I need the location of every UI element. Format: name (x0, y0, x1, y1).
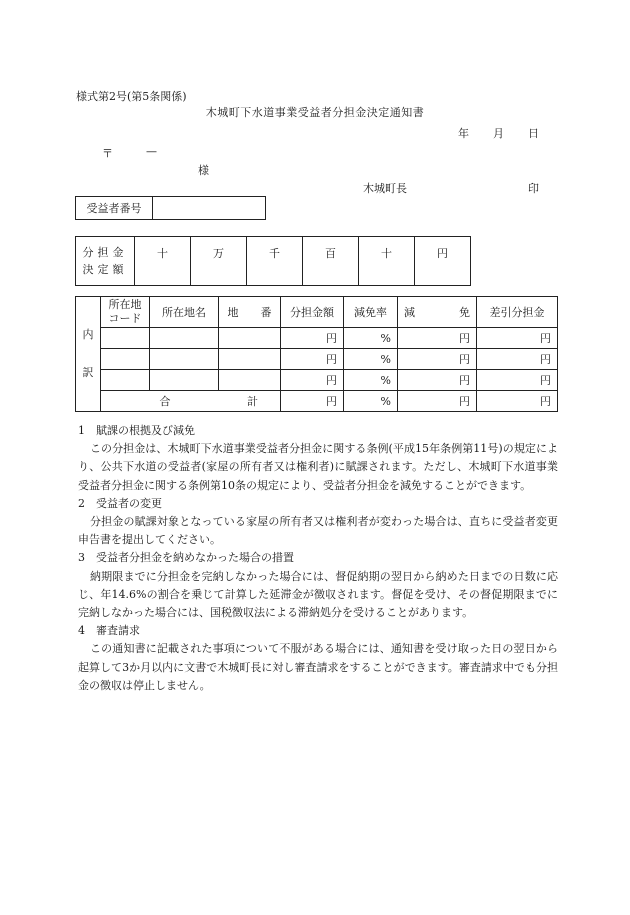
seal-mark: 印 (528, 182, 539, 195)
decided-amount-label-line1: 分担金 (82, 246, 128, 259)
digit-cell-thousand[interactable]: 千 (247, 237, 303, 286)
total-label-left: 合 (159, 395, 171, 408)
cell-reduction-rate[interactable]: % (344, 370, 398, 391)
cell-location-name[interactable] (150, 349, 219, 370)
note-heading-1: 1 賦課の根拠及び減免 (78, 424, 195, 437)
total-reduction-rate[interactable]: % (344, 391, 398, 412)
postal-mark: 〒 (102, 147, 113, 160)
note-body-3: 納期限までに分担金を完納しなかった場合には、督促納期の翌日から納めた日までの日数に応じ、年14.6%の割合を乗じて計算した延滞金が徴収されます。督促を受け、その督促期限までに完納しなかった場合には、国税徴収法による滞納処分を受けることがあります。 (78, 569, 558, 620)
decided-amount-label (76, 237, 135, 286)
cell-lot-number[interactable] (219, 370, 281, 391)
digit-cell-ten-million[interactable]: 十 (135, 237, 191, 286)
side-label-wake: 訳 (82, 366, 94, 379)
cell-reduction-rate[interactable]: % (344, 328, 398, 349)
header-reduction-right: 免 (459, 306, 470, 319)
header-location-code (101, 297, 150, 328)
digit-cell-ten[interactable]: 十 (359, 237, 415, 286)
beneficiary-number-table (75, 196, 266, 220)
header-share-amount: 分担金額 (281, 297, 344, 328)
cell-lot-number[interactable] (219, 328, 281, 349)
header-location-code-line2: コード (108, 312, 142, 325)
cell-reduction[interactable]: 円 (398, 370, 477, 391)
beneficiary-number-field[interactable] (153, 197, 266, 220)
digit-cell-hundred[interactable]: 百 (303, 237, 359, 286)
total-net-share[interactable]: 円 (477, 391, 558, 412)
breakdown-row (76, 328, 558, 349)
date-month-label: 月 (493, 127, 504, 140)
cell-reduction-rate[interactable]: % (344, 349, 398, 370)
header-reduction (398, 297, 477, 328)
breakdown-header-row (76, 297, 558, 328)
cell-reduction[interactable]: 円 (398, 349, 477, 370)
note-heading-4: 4 審査請求 (78, 624, 140, 638)
beneficiary-number-label: 受益者番号 (76, 197, 153, 220)
breakdown-row (76, 349, 558, 370)
note-body-1: この分担金は、木城町下水道事業受益者分担金に関する条例(平成15年条例第11号)の規定により、公共下水道の受益者(家屋の所有者又は権利者)に賦課されます。ただし、木城町下水道事業受益者分担金に関する条例第10条の規定により、受益者分担金を減免することができます。 (78, 442, 558, 492)
breakdown-total-row (76, 391, 558, 412)
cell-share-amount[interactable]: 円 (281, 328, 344, 349)
cell-lot-number[interactable] (219, 349, 281, 370)
header-lot-number: 地 番 (219, 297, 281, 328)
cell-location-name[interactable] (150, 370, 219, 391)
digit-cell-ten-thousand[interactable]: 万 (191, 237, 247, 286)
cell-share-amount[interactable]: 円 (281, 349, 344, 370)
decided-amount-table (75, 236, 471, 286)
cell-net-share[interactable]: 円 (477, 349, 558, 370)
cell-location-code[interactable] (101, 370, 150, 391)
breakdown-table (75, 296, 558, 412)
cell-location-code[interactable] (101, 328, 150, 349)
decided-amount-label-line2: 決定額 (82, 263, 128, 276)
honorific-sama: 様 (198, 164, 209, 177)
breakdown-row (76, 370, 558, 391)
date-day-label: 日 (528, 127, 539, 140)
notes-section (78, 422, 558, 695)
total-label (101, 391, 281, 412)
cell-location-name[interactable] (150, 328, 219, 349)
header-location-code-line1: 所在地 (108, 298, 142, 311)
breakdown-side-label (76, 297, 101, 412)
total-share-amount[interactable]: 円 (281, 391, 344, 412)
postal-dash: — (146, 145, 157, 158)
cell-reduction[interactable]: 円 (398, 328, 477, 349)
header-location-name: 所在地名 (150, 297, 219, 328)
digit-cell-yen[interactable]: 円 (415, 237, 471, 286)
total-reduction[interactable]: 円 (398, 391, 477, 412)
mayor-label: 木城町長 (363, 182, 407, 195)
cell-share-amount[interactable]: 円 (281, 370, 344, 391)
note-body-4: この通知書に記載された事項について不服がある場合には、通知書を受け取った日の翌日から起算して3か月以内に文書で木城町長に対し審査請求をすることができます。審査請求中でも分担金の徴収は停止しません。 (78, 642, 558, 692)
cell-net-share[interactable]: 円 (477, 370, 558, 391)
date-year-label: 年 (458, 127, 469, 140)
header-reduction-left: 減 (404, 306, 415, 319)
cell-location-code[interactable] (101, 349, 150, 370)
cell-net-share[interactable]: 円 (477, 328, 558, 349)
header-reduction-rate: 減免率 (344, 297, 398, 328)
total-label-right: 計 (247, 395, 258, 408)
note-heading-2: 2 受益者の変更 (78, 496, 162, 510)
note-body-2: 分担金の賦課対象となっている家屋の所有者又は権利者が変わった場合は、直ちに受益者変更申告書を提出してください。 (78, 515, 558, 547)
document-title: 木城町下水道事業受益者分担金決定通知書 (205, 106, 425, 119)
note-heading-3: 3 受益者分担金を納めなかった場合の措置 (78, 551, 294, 565)
header-net-share: 差引分担金 (477, 297, 558, 328)
form-number: 様式第2号(第5条関係) (76, 90, 187, 103)
side-label-uchi: 内 (82, 328, 94, 341)
